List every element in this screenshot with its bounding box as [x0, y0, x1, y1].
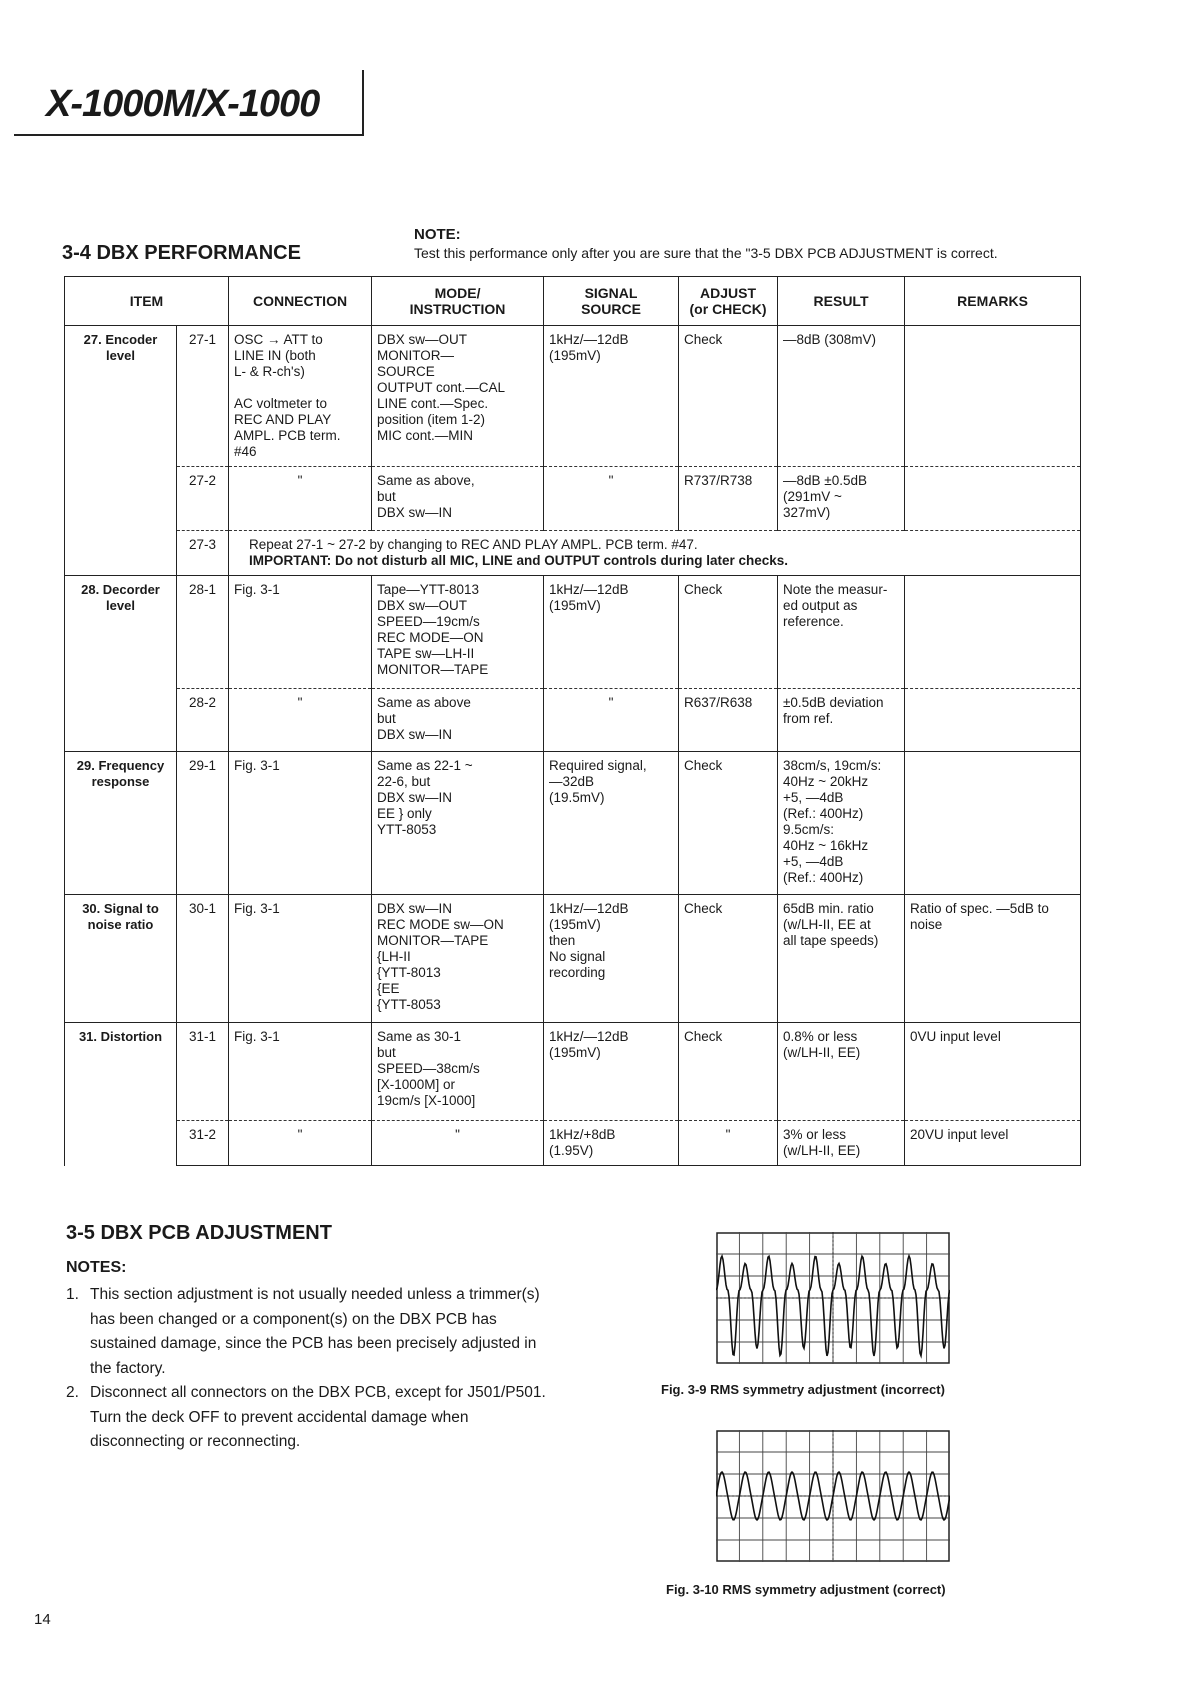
mode-cell: Same as 30-1 but SPEED—38cm/s [X-1000M] or 19cm/s [X-1000] [372, 1023, 544, 1121]
remarks-cell: Ratio of spec. —5dB to noise [905, 895, 1081, 1023]
header-rule [14, 134, 364, 136]
step-number: 28-2 [177, 689, 229, 752]
step-number: 27-3 [177, 531, 229, 576]
dbx-performance-table [64, 276, 1081, 1166]
signal-cell: 1kHz/—12dB (195mV) [544, 576, 679, 689]
notes-list [66, 1283, 556, 1455]
step-number: 29-1 [177, 752, 229, 895]
notes-label: NOTES: [66, 1259, 127, 1276]
mode-cell: DBX sw—OUT MONITOR— SOURCE OUTPUT cont.—CAL LINE cont.—Spec. position (item 1-2) MIC cont.—MIN [372, 326, 544, 467]
connection-cell: Fig. 3-1 [229, 1023, 372, 1121]
instruction-span [229, 531, 1081, 576]
table-row [65, 1023, 1081, 1121]
note-label: NOTE: [414, 226, 461, 243]
mode-cell: Same as above but DBX sw—IN [372, 689, 544, 752]
column-header: ITEM [65, 277, 229, 326]
table-row [65, 895, 1081, 1023]
note-text: Disconnect all connectors on the DBX PCB, except for J501/P501. Turn the deck OFF to prevent accidental damage when disconnecting or reconnecting. [90, 1384, 546, 1450]
mode-cell: DBX sw—IN REC MODE sw—ON MONITOR—TAPE {LH-II {YTT-8013 {EE {YTT-8053 [372, 895, 544, 1023]
table-header-row [65, 277, 1081, 326]
remarks-cell [905, 752, 1081, 895]
adjust-cell: " [679, 1121, 778, 1166]
step-number: 27-1 [177, 326, 229, 467]
signal-cell: 1kHz/—12dB (195mV) [544, 326, 679, 467]
column-header: SIGNAL SOURCE [544, 277, 679, 326]
connection-cell: " [229, 689, 372, 752]
section-heading-dbx-performance: 3-4 DBX PERFORMANCE [62, 242, 301, 264]
adjust-cell: R637/R638 [679, 689, 778, 752]
mode-cell: " [372, 1121, 544, 1166]
section-heading-dbx-pcb-adjustment: 3-5 DBX PCB ADJUSTMENT [66, 1222, 332, 1244]
connection-cell: Fig. 3-1 [229, 576, 372, 689]
model-title: X-1000M/X-1000 [46, 83, 320, 125]
item-cell: 30. Signal to noise ratio [65, 895, 177, 1023]
connection-cell: " [229, 467, 372, 531]
remarks-cell: 20VU input level [905, 1121, 1081, 1166]
remarks-cell [905, 689, 1081, 752]
item-cell: 28. Decorder level [65, 576, 177, 752]
result-cell: —8dB (308mV) [778, 326, 905, 467]
result-cell: —8dB ±0.5dB (291mV ~ 327mV) [778, 467, 905, 531]
signal-cell: Required signal, —32dB (19.5mV) [544, 752, 679, 895]
list-item [66, 1283, 556, 1381]
important-note: IMPORTANT: Do not disturb all MIC, LINE and OUTPUT controls during later checks. [249, 553, 789, 568]
oscilloscope-figure-correct [716, 1430, 950, 1562]
adjust-cell: R737/R738 [679, 467, 778, 531]
item-cell: 27. Encoder level [65, 326, 177, 576]
figure-caption: Fig. 3-10 RMS symmetry adjustment (correct) [666, 1582, 946, 1597]
item-cell: 31. Distortion [65, 1023, 177, 1166]
note-text: Test this performance only after you are sure that the "3-5 DBX PCB ADJUSTMENT is correct. [414, 245, 998, 261]
item-cell: 29. Frequency response [65, 752, 177, 895]
signal-cell: 1kHz/—12dB (195mV) [544, 1023, 679, 1121]
remarks-cell: 0VU input level [905, 1023, 1081, 1121]
column-header: CONNECTION [229, 277, 372, 326]
result-cell: 38cm/s, 19cm/s: 40Hz ~ 20kHz +5, —4dB (Ref.: 400Hz) 9.5cm/s: 40Hz ~ 16kHz +5, —4dB (Ref.: 400Hz) [778, 752, 905, 895]
step-number: 31-2 [177, 1121, 229, 1166]
step-number: 27-2 [177, 467, 229, 531]
remarks-cell [905, 576, 1081, 689]
table-row [65, 467, 1081, 531]
table-row [65, 689, 1081, 752]
connection-cell: Fig. 3-1 [229, 895, 372, 1023]
page-number: 14 [34, 1611, 51, 1628]
remarks-cell [905, 326, 1081, 467]
list-item [66, 1381, 556, 1455]
result-cell: ±0.5dB deviation from ref. [778, 689, 905, 752]
note-number: 1. [66, 1286, 79, 1303]
note-text: This section adjustment is not usually needed unless a trimmer(s) has been changed or a component(s) on the DBX PCB has sustained damage, since the PCB has been precisely adjusted in the factory. [90, 1286, 540, 1377]
table-row [65, 576, 1081, 689]
result-cell: 3% or less (w/LH-II, EE) [778, 1121, 905, 1166]
adjust-cell: Check [679, 576, 778, 689]
result-cell: 0.8% or less (w/LH-II, EE) [778, 1023, 905, 1121]
mode-cell: Same as 22-1 ~ 22-6, but DBX sw—IN EE } only YTT-8053 [372, 752, 544, 895]
signal-cell: 1kHz/+8dB (1.95V) [544, 1121, 679, 1166]
connection-cell: " [229, 1121, 372, 1166]
adjust-cell: Check [679, 1023, 778, 1121]
mode-cell: Tape—YTT-8013 DBX sw—OUT SPEED—19cm/s REC MODE—ON TAPE sw—LH-II MONITOR—TAPE [372, 576, 544, 689]
oscilloscope-figure-incorrect [716, 1232, 950, 1364]
adjust-cell: Check [679, 326, 778, 467]
signal-cell: " [544, 467, 679, 531]
repeat-instruction: Repeat 27-1 ~ 27-2 by changing to REC AND PLAY AMPL. PCB term. #47. [249, 537, 698, 552]
connection-cell: OSC → ATT to LINE IN (both L- & R-ch's) AC voltmeter to REC AND PLAY AMPL. PCB term. #46 [229, 326, 372, 467]
adjust-cell: Check [679, 895, 778, 1023]
signal-cell: 1kHz/—12dB (195mV) then No signal recording [544, 895, 679, 1023]
connection-cell: Fig. 3-1 [229, 752, 372, 895]
mode-cell: Same as above, but DBX sw—IN [372, 467, 544, 531]
note-number: 2. [66, 1384, 79, 1401]
adjust-cell: Check [679, 752, 778, 895]
result-cell: 65dB min. ratio (w/LH-II, EE at all tape speeds) [778, 895, 905, 1023]
remarks-cell [905, 467, 1081, 531]
table-row [65, 1121, 1081, 1166]
step-number: 31-1 [177, 1023, 229, 1121]
step-number: 28-1 [177, 576, 229, 689]
column-header: REMARKS [905, 277, 1081, 326]
column-header: MODE/ INSTRUCTION [372, 277, 544, 326]
header-rule-vertical [362, 70, 364, 136]
figure-caption: Fig. 3-9 RMS symmetry adjustment (incorrect) [661, 1382, 945, 1397]
step-number: 30-1 [177, 895, 229, 1023]
table-row [65, 531, 1081, 576]
result-cell: Note the measur- ed output as reference. [778, 576, 905, 689]
signal-cell: " [544, 689, 679, 752]
table-row [65, 326, 1081, 467]
table-row [65, 752, 1081, 895]
column-header: ADJUST (or CHECK) [679, 277, 778, 326]
column-header: RESULT [778, 277, 905, 326]
